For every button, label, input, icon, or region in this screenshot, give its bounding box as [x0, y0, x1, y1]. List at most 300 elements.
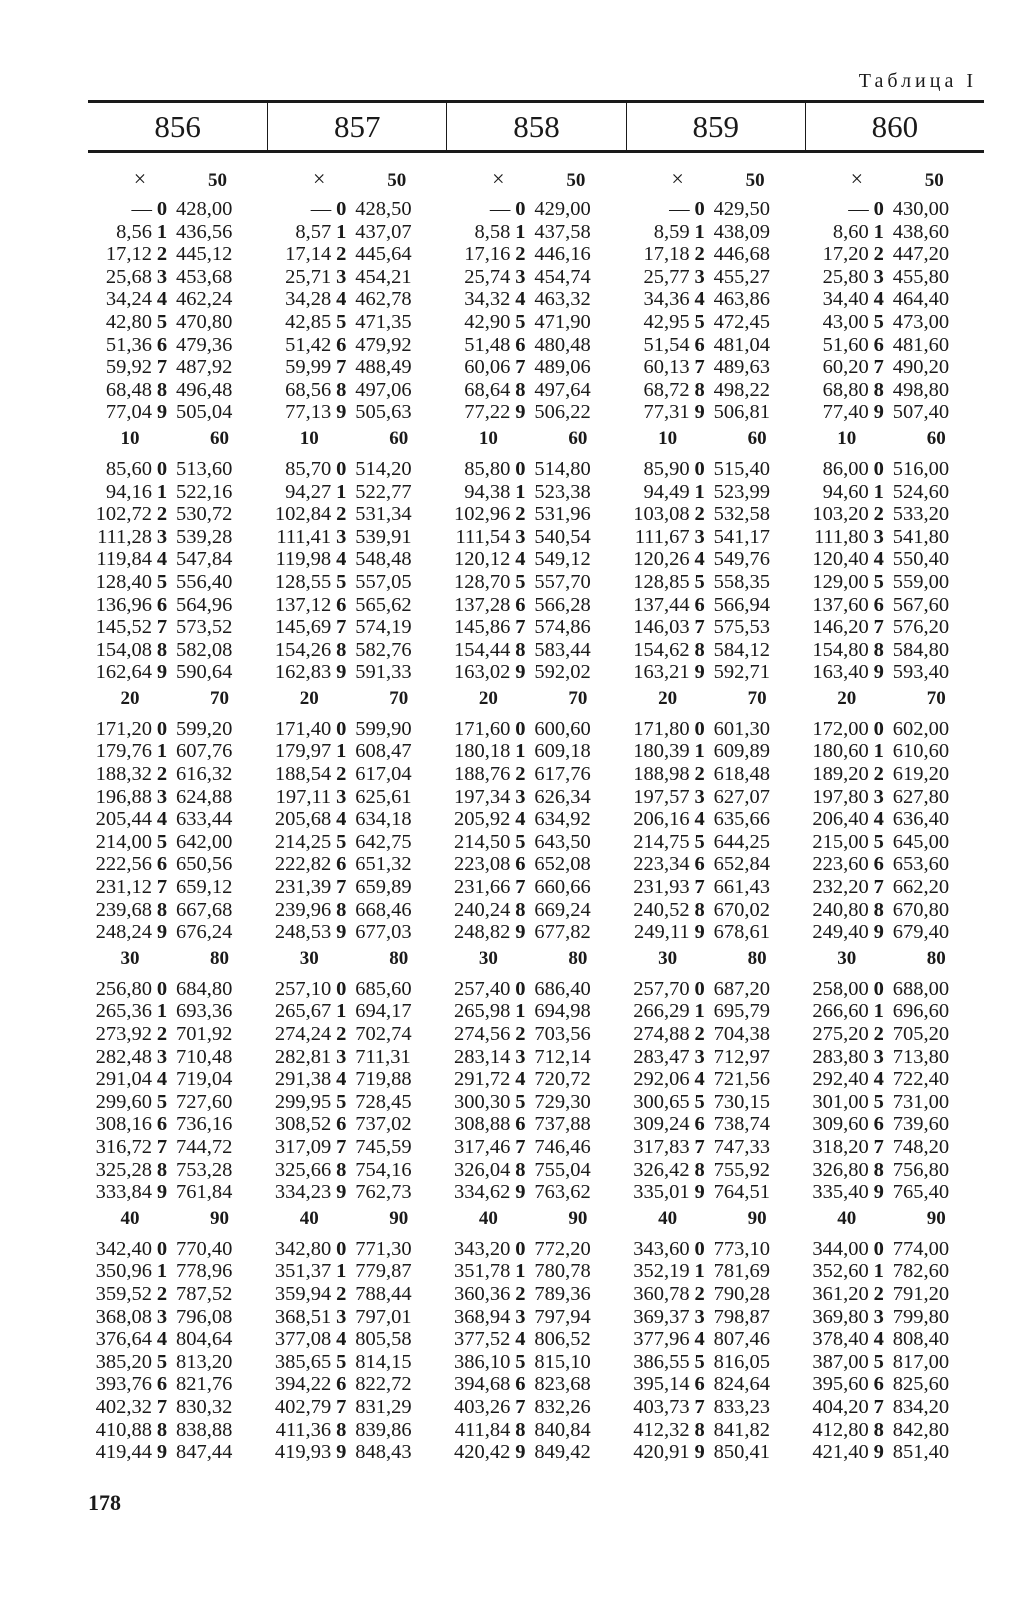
table-row — [267, 1260, 446, 1283]
right-value: 670,02 — [713, 898, 770, 921]
left-value: 94,60 — [822, 480, 869, 503]
left-value: 8,59 — [653, 220, 690, 243]
left-value: 214,75 — [633, 830, 690, 853]
right-value: 627,07 — [713, 785, 770, 808]
section-header — [88, 686, 267, 710]
left-value: 265,67 — [274, 1000, 332, 1023]
left-value: 368,94 — [454, 1305, 511, 1328]
left-value: 77,13 — [285, 401, 332, 424]
left-value: 283,80 — [812, 1045, 869, 1068]
right-value: 798,87 — [713, 1305, 770, 1328]
left-value: 385,20 — [95, 1350, 152, 1373]
digit: 0 — [156, 977, 168, 1000]
section-rows — [88, 1238, 267, 1464]
left-value: 128,40 — [95, 570, 152, 593]
table-row — [626, 786, 805, 809]
table-row — [88, 978, 267, 1001]
left-value: 377,08 — [274, 1328, 332, 1351]
digit: 7 — [515, 1395, 526, 1418]
right-value: 574,86 — [534, 616, 591, 639]
left-value: 34,40 — [822, 288, 869, 311]
section-header — [267, 686, 446, 710]
right-value: 756,80 — [892, 1158, 950, 1181]
digit: 6 — [873, 333, 884, 356]
right-value: 668,46 — [355, 898, 412, 921]
section-left-label: 30 — [120, 947, 140, 969]
right-value: 839,86 — [355, 1418, 412, 1441]
section-right-label: 90 — [926, 1207, 946, 1229]
section-left-label: 10 — [478, 427, 498, 449]
section-left-label: 10 — [658, 427, 678, 449]
right-value: 702,74 — [355, 1023, 412, 1045]
right-value: 712,97 — [713, 1045, 770, 1068]
table-row — [805, 526, 984, 549]
digit: 2 — [694, 1282, 705, 1305]
left-value: 316,72 — [95, 1135, 152, 1158]
right-value: 678,61 — [713, 921, 770, 944]
left-value: 231,12 — [95, 876, 152, 899]
right-value: 539,28 — [176, 525, 233, 548]
left-value: 282,81 — [274, 1045, 332, 1068]
table-row — [88, 1113, 267, 1136]
right-value: 584,80 — [892, 638, 950, 661]
digit: 4 — [694, 1068, 705, 1091]
left-value: 25,74 — [464, 265, 511, 288]
digit: 6 — [515, 593, 526, 616]
right-value: 599,90 — [355, 717, 412, 740]
left-value: 412,80 — [812, 1418, 869, 1441]
digit: 8 — [336, 1418, 347, 1441]
left-value: 214,25 — [274, 830, 332, 853]
digit: 0 — [336, 457, 347, 480]
section-left-label: 30 — [658, 947, 678, 969]
right-value: 480,48 — [534, 333, 591, 356]
table-row — [805, 786, 984, 809]
right-value: 557,70 — [534, 570, 591, 593]
right-value: 522,77 — [355, 480, 412, 503]
table-row — [267, 639, 446, 662]
right-value: 428,50 — [355, 198, 412, 220]
section-header — [88, 166, 267, 190]
left-value: 77,40 — [822, 401, 869, 424]
right-value: 430,00 — [892, 198, 950, 220]
left-value: — — [848, 198, 869, 220]
table-row — [267, 831, 446, 854]
table-section — [446, 166, 625, 424]
digit: 4 — [694, 548, 705, 571]
left-value: 256,80 — [95, 977, 152, 1000]
table-row — [267, 1283, 446, 1306]
table-row — [267, 786, 446, 809]
left-value: 265,98 — [454, 1000, 511, 1023]
table-row — [626, 356, 805, 379]
right-value: 464,40 — [892, 288, 950, 311]
column-headers — [88, 103, 984, 150]
left-value: 291,72 — [454, 1068, 511, 1091]
digit: 9 — [873, 921, 884, 944]
section-right-label: 50 — [924, 170, 944, 191]
left-value: 17,12 — [105, 243, 152, 266]
digit: 3 — [515, 1045, 526, 1068]
section-rows — [267, 458, 446, 684]
left-value: 51,54 — [643, 333, 690, 356]
section-header — [805, 426, 984, 450]
right-value: 817,00 — [892, 1350, 950, 1373]
digit: 2 — [515, 503, 526, 526]
table-row — [88, 221, 267, 244]
table-row — [446, 1238, 625, 1261]
right-value: 744,72 — [176, 1135, 233, 1158]
right-value: 642,00 — [176, 830, 233, 853]
right-value: 428,00 — [176, 198, 233, 220]
right-value: 805,58 — [355, 1328, 412, 1351]
right-value: 849,42 — [534, 1441, 591, 1464]
right-value: 813,20 — [176, 1350, 233, 1373]
right-value: 584,12 — [713, 638, 770, 661]
section-left-label: 30 — [478, 947, 498, 969]
digit: 1 — [694, 1000, 705, 1023]
section-left-label: × — [312, 166, 326, 191]
right-value: 445,64 — [355, 243, 412, 266]
right-value: 659,12 — [176, 876, 233, 899]
page-number: 178 — [88, 1490, 121, 1515]
table-row — [626, 1136, 805, 1159]
right-value: 592,71 — [713, 661, 770, 684]
table-row — [805, 763, 984, 786]
table-row — [805, 1328, 984, 1351]
right-value: 770,40 — [176, 1237, 233, 1260]
right-value: 548,48 — [355, 548, 412, 571]
right-value: 438,60 — [892, 220, 950, 243]
left-value: 317,83 — [633, 1135, 690, 1158]
left-value: 154,62 — [633, 638, 690, 661]
right-value: 822,72 — [355, 1373, 412, 1396]
digit: 9 — [694, 1181, 705, 1204]
left-value: 120,12 — [454, 548, 511, 571]
digit: 2 — [156, 503, 168, 526]
right-value: 489,06 — [534, 356, 591, 379]
digit: 7 — [336, 356, 347, 379]
right-value: 694,17 — [355, 1000, 412, 1023]
table-row — [626, 978, 805, 1001]
digit: 0 — [873, 457, 884, 480]
digit: 5 — [156, 310, 168, 333]
digit: 1 — [156, 1000, 168, 1023]
digit: 5 — [156, 570, 168, 593]
digit: 8 — [515, 378, 526, 401]
left-value: 385,65 — [274, 1350, 332, 1373]
table-row — [446, 1091, 625, 1114]
table-row — [88, 311, 267, 334]
table-row — [626, 763, 805, 786]
left-value: 309,24 — [633, 1113, 690, 1136]
left-value: 25,77 — [643, 265, 690, 288]
digit: 5 — [336, 830, 347, 853]
table-row — [805, 1113, 984, 1136]
left-value: 42,95 — [643, 310, 690, 333]
left-value: 257,70 — [633, 977, 690, 1000]
table-row — [805, 356, 984, 379]
left-value: 326,80 — [812, 1158, 869, 1181]
right-value: 592,02 — [534, 661, 591, 684]
digit: 8 — [873, 378, 884, 401]
digit: 3 — [694, 1305, 705, 1328]
digit: 7 — [156, 616, 168, 639]
table-row — [626, 639, 805, 662]
digit: 9 — [336, 921, 347, 944]
right-value: 748,20 — [892, 1135, 950, 1158]
right-value: 582,08 — [176, 638, 233, 661]
digit: 8 — [694, 898, 705, 921]
digit: 1 — [336, 740, 347, 763]
digit: 9 — [336, 1181, 347, 1204]
left-value: 342,80 — [274, 1237, 332, 1260]
right-value: 799,80 — [892, 1305, 950, 1328]
section-left-label: 10 — [120, 427, 140, 449]
section-rows — [446, 718, 625, 944]
left-value: 205,44 — [95, 808, 152, 831]
left-value: — — [131, 198, 152, 220]
section-rows — [626, 978, 805, 1204]
digit: 6 — [336, 593, 347, 616]
digit: 4 — [694, 1328, 705, 1351]
left-value: 411,36 — [275, 1418, 332, 1441]
left-value: 8,56 — [116, 220, 152, 243]
left-value: 308,52 — [274, 1113, 332, 1136]
digit: 9 — [515, 921, 526, 944]
right-value: 436,56 — [176, 220, 233, 243]
table-row — [88, 763, 267, 786]
left-value: 171,80 — [633, 717, 690, 740]
table-section — [267, 166, 446, 424]
table-row — [626, 1068, 805, 1091]
right-value: 806,52 — [534, 1328, 591, 1351]
right-value: 848,43 — [355, 1441, 412, 1464]
table-row — [88, 1000, 267, 1023]
left-value: 368,08 — [95, 1305, 152, 1328]
right-value: 516,00 — [892, 457, 950, 480]
left-value: 386,10 — [454, 1350, 511, 1373]
table-row — [267, 1136, 446, 1159]
left-value: 352,19 — [633, 1260, 690, 1283]
right-value: 438,09 — [713, 220, 770, 243]
table-row — [626, 1000, 805, 1023]
left-value: 85,60 — [105, 457, 152, 480]
left-value: 197,80 — [812, 785, 869, 808]
table-row — [88, 1260, 267, 1283]
left-value: 8,57 — [295, 220, 332, 243]
section-right-label: 90 — [747, 1207, 767, 1229]
table-row — [267, 1023, 446, 1046]
digit: 3 — [336, 1045, 347, 1068]
left-value: 342,40 — [95, 1237, 152, 1260]
section-header — [88, 426, 267, 450]
table-row — [88, 1136, 267, 1159]
table-row — [88, 1283, 267, 1306]
table-row — [626, 921, 805, 944]
table-row — [446, 221, 625, 244]
left-value: 248,82 — [454, 921, 511, 944]
left-value: 163,21 — [633, 661, 690, 684]
table-row — [626, 1351, 805, 1374]
table-row — [446, 1159, 625, 1182]
table-row — [267, 356, 446, 379]
right-value: 497,64 — [534, 378, 591, 401]
table-section — [267, 684, 446, 944]
left-value: 403,73 — [633, 1395, 690, 1418]
digit: 2 — [873, 1282, 884, 1305]
left-value: 43,00 — [822, 310, 869, 333]
digit: 3 — [694, 525, 705, 548]
digit: 1 — [515, 480, 526, 503]
table-row — [267, 661, 446, 684]
digit: 5 — [515, 570, 526, 593]
left-value: 42,90 — [464, 310, 511, 333]
digit: 6 — [873, 1113, 884, 1136]
right-value: 498,80 — [892, 378, 950, 401]
left-value: 231,39 — [274, 876, 332, 899]
table-row — [626, 740, 805, 763]
left-value: 8,60 — [832, 220, 869, 243]
left-value: 369,80 — [812, 1305, 869, 1328]
right-value: 773,10 — [713, 1237, 770, 1260]
right-value: 778,96 — [176, 1260, 233, 1283]
section-right-label: 80 — [747, 947, 767, 969]
digit: 5 — [515, 830, 526, 853]
digit: 1 — [515, 220, 526, 243]
table-row — [446, 1396, 625, 1419]
right-value: 488,49 — [355, 356, 412, 379]
left-value: 111,67 — [634, 525, 690, 548]
digit: 4 — [694, 288, 705, 311]
right-value: 582,76 — [355, 638, 412, 661]
digit: 1 — [694, 220, 705, 243]
digit: 0 — [694, 457, 705, 480]
right-value: 557,05 — [355, 570, 412, 593]
table-row — [446, 379, 625, 402]
right-value: 539,91 — [355, 525, 412, 548]
left-value: 231,66 — [454, 876, 511, 899]
right-value: 763,62 — [534, 1181, 591, 1204]
table-row — [805, 243, 984, 266]
header-rule-bottom — [88, 150, 984, 153]
left-value: 419,93 — [274, 1441, 332, 1464]
right-value: 660,66 — [534, 876, 591, 899]
table-row — [805, 334, 984, 357]
right-value: 652,84 — [713, 853, 770, 876]
section-header — [267, 1206, 446, 1230]
table-row — [446, 458, 625, 481]
left-value: 128,85 — [633, 570, 690, 593]
table-row — [88, 616, 267, 639]
right-value: 669,24 — [534, 898, 591, 921]
left-value: 249,40 — [812, 921, 869, 944]
table-row — [88, 198, 267, 221]
table-row — [267, 379, 446, 402]
right-value: 705,20 — [892, 1023, 950, 1045]
right-value: 804,64 — [176, 1328, 233, 1351]
right-value: 565,62 — [355, 593, 412, 616]
table-section — [805, 424, 984, 684]
table-row — [446, 1419, 625, 1442]
digit: 2 — [336, 503, 347, 526]
right-value: 781,69 — [713, 1260, 770, 1283]
right-value: 782,60 — [892, 1260, 950, 1283]
right-value: 446,16 — [534, 243, 591, 266]
section-left-label: × — [133, 166, 147, 191]
left-value: 206,40 — [812, 808, 869, 831]
right-value: 713,80 — [892, 1045, 950, 1068]
section-right-label: 70 — [210, 687, 229, 709]
left-value: 386,55 — [633, 1350, 690, 1373]
column-header: 860 — [805, 103, 984, 150]
right-value: 850,41 — [713, 1441, 770, 1464]
left-value: 111,41 — [276, 525, 332, 548]
table-row — [88, 1091, 267, 1114]
left-value: 395,14 — [633, 1373, 690, 1396]
digit: 1 — [336, 480, 347, 503]
right-value: 487,92 — [176, 356, 233, 379]
digit: 3 — [515, 785, 526, 808]
digit: 9 — [336, 661, 347, 684]
right-value: 710,48 — [176, 1045, 233, 1068]
digit: 8 — [336, 378, 347, 401]
left-value: 205,68 — [274, 808, 332, 831]
table-row — [267, 1373, 446, 1396]
table-row — [805, 718, 984, 741]
digit: 8 — [336, 898, 347, 921]
column-header: 857 — [267, 103, 446, 150]
table-row — [805, 1373, 984, 1396]
right-value: 834,20 — [892, 1395, 950, 1418]
digit: 9 — [873, 401, 884, 424]
left-value: 223,34 — [633, 853, 690, 876]
section-header — [805, 1206, 984, 1230]
right-value: 602,00 — [892, 717, 950, 740]
table-row — [446, 311, 625, 334]
table-row — [446, 718, 625, 741]
table-row — [88, 899, 267, 922]
digit: 5 — [873, 1350, 884, 1373]
section-rows — [626, 1238, 805, 1464]
right-value: 490,20 — [892, 356, 950, 379]
table-row — [446, 1441, 625, 1464]
left-value: 162,83 — [274, 661, 332, 684]
digit: 0 — [694, 977, 705, 1000]
digit: 9 — [694, 1441, 705, 1464]
left-value: 68,64 — [464, 378, 511, 401]
table-row — [805, 661, 984, 684]
left-value: 85,70 — [285, 457, 332, 480]
table-row — [88, 334, 267, 357]
left-value: 188,76 — [454, 763, 511, 786]
digit: 6 — [156, 1113, 168, 1136]
right-value: 676,24 — [176, 921, 233, 944]
right-value: 774,00 — [892, 1237, 950, 1260]
digit: 8 — [156, 1158, 168, 1181]
right-value: 540,54 — [534, 525, 591, 548]
table-row — [88, 379, 267, 402]
left-value: 301,00 — [812, 1090, 869, 1113]
left-value: 232,20 — [812, 876, 869, 899]
right-value: 541,80 — [892, 525, 950, 548]
digit: 0 — [336, 198, 347, 220]
table-row — [805, 1396, 984, 1419]
right-value: 761,84 — [176, 1181, 233, 1204]
section-left-label: × — [492, 166, 505, 191]
section-rows — [267, 1238, 446, 1464]
right-value: 679,40 — [892, 921, 950, 944]
